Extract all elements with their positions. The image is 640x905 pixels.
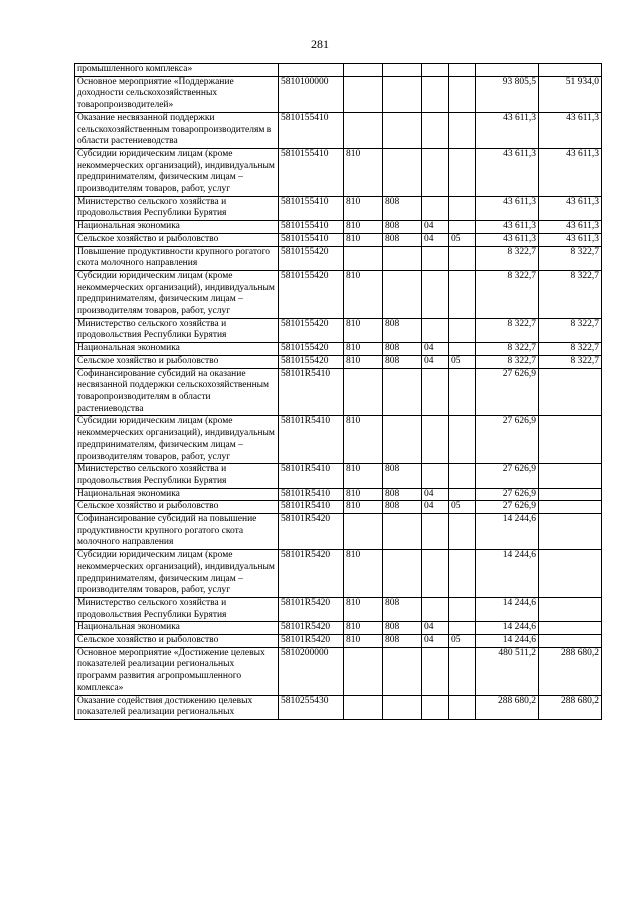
cell-ministry-code: 808 [383, 635, 422, 648]
cell-section [422, 112, 449, 148]
cell-name: Сельское хозяйство и рыболовство [75, 233, 279, 246]
cell-expense-type [344, 76, 383, 112]
cell-expense-type [344, 112, 383, 148]
cell-ministry-code [383, 514, 422, 550]
cell-name: Сельское хозяйство и рыболовство [75, 635, 279, 648]
cell-target-article: 5810155410 [279, 196, 344, 220]
cell-subsection [449, 597, 476, 621]
cell-sum-year-2 [539, 488, 602, 501]
table-row [75, 622, 602, 635]
cell-sum-year-1: 43 611,3 [476, 112, 539, 148]
cell-section [422, 368, 449, 416]
cell-sum-year-2: 43 611,3 [539, 148, 602, 196]
cell-section [422, 318, 449, 342]
table-row [75, 514, 602, 550]
cell-sum-year-1 [476, 64, 539, 77]
cell-name: Основное мероприятие «Достижение целевых показателей реализации региональных программ развития агропромышленного комплекса» [75, 647, 279, 695]
cell-expense-type: 810 [344, 635, 383, 648]
cell-sum-year-1: 27 626,9 [476, 464, 539, 488]
cell-sum-year-1: 43 611,3 [476, 221, 539, 234]
cell-sum-year-2 [539, 464, 602, 488]
cell-section [422, 695, 449, 719]
cell-ministry-code [383, 550, 422, 598]
cell-subsection [449, 343, 476, 356]
cell-ministry-code [383, 270, 422, 318]
cell-target-article: 58101R5420 [279, 622, 344, 635]
cell-sum-year-1: 43 611,3 [476, 233, 539, 246]
cell-section [422, 148, 449, 196]
cell-sum-year-2: 8 322,7 [539, 270, 602, 318]
cell-target-article: 58101R5420 [279, 635, 344, 648]
cell-expense-type [344, 368, 383, 416]
table-row [75, 355, 602, 368]
cell-target-article: 58101R5410 [279, 488, 344, 501]
cell-subsection [449, 221, 476, 234]
cell-name: Министерство сельского хозяйства и продовольствия Республики Бурятия [75, 318, 279, 342]
cell-expense-type: 810 [344, 233, 383, 246]
budget-table-body [75, 64, 602, 720]
cell-subsection [449, 196, 476, 220]
cell-sum-year-2 [539, 597, 602, 621]
cell-sum-year-1: 27 626,9 [476, 368, 539, 416]
cell-name: Министерство сельского хозяйства и продовольствия Республики Бурятия [75, 196, 279, 220]
cell-section: 04 [422, 622, 449, 635]
table-row [75, 64, 602, 77]
cell-sum-year-1: 8 322,7 [476, 318, 539, 342]
cell-expense-type: 810 [344, 597, 383, 621]
cell-section: 04 [422, 343, 449, 356]
cell-expense-type: 810 [344, 488, 383, 501]
cell-ministry-code: 808 [383, 622, 422, 635]
cell-expense-type: 810 [344, 270, 383, 318]
cell-section [422, 246, 449, 270]
cell-name: Министерство сельского хозяйства и продовольствия Республики Бурятия [75, 464, 279, 488]
table-row [75, 695, 602, 719]
cell-target-article: 58101R5410 [279, 368, 344, 416]
cell-expense-type: 810 [344, 501, 383, 514]
cell-target-article: 5810100000 [279, 76, 344, 112]
cell-section [422, 550, 449, 598]
cell-expense-type [344, 647, 383, 695]
table-row [75, 501, 602, 514]
cell-target-article: 58101R5420 [279, 514, 344, 550]
cell-sum-year-2 [539, 64, 602, 77]
cell-sum-year-2 [539, 635, 602, 648]
cell-ministry-code: 808 [383, 221, 422, 234]
cell-subsection [449, 368, 476, 416]
cell-sum-year-1: 14 244,6 [476, 622, 539, 635]
table-row [75, 343, 602, 356]
cell-subsection: 05 [449, 501, 476, 514]
cell-target-article: 5810155420 [279, 318, 344, 342]
table-row [75, 550, 602, 598]
table-row [75, 597, 602, 621]
cell-name: Софинансирование субсидий на повышение продуктивности крупного рогатого скота молочного направления [75, 514, 279, 550]
cell-subsection [449, 64, 476, 77]
cell-sum-year-1: 8 322,7 [476, 355, 539, 368]
cell-subsection: 05 [449, 233, 476, 246]
table-row [75, 112, 602, 148]
cell-target-article: 58101R5410 [279, 464, 344, 488]
cell-ministry-code: 808 [383, 196, 422, 220]
cell-subsection [449, 416, 476, 464]
cell-expense-type: 810 [344, 318, 383, 342]
cell-ministry-code [383, 246, 422, 270]
cell-sum-year-2 [539, 622, 602, 635]
cell-sum-year-1: 8 322,7 [476, 270, 539, 318]
cell-expense-type [344, 64, 383, 77]
cell-name: Национальная экономика [75, 221, 279, 234]
table-row [75, 416, 602, 464]
cell-section [422, 647, 449, 695]
cell-sum-year-1: 14 244,6 [476, 597, 539, 621]
cell-ministry-code: 808 [383, 355, 422, 368]
cell-name: Сельское хозяйство и рыболовство [75, 501, 279, 514]
cell-target-article: 5810155410 [279, 233, 344, 246]
cell-name: Национальная экономика [75, 343, 279, 356]
cell-sum-year-1: 27 626,9 [476, 416, 539, 464]
cell-subsection [449, 148, 476, 196]
table-row [75, 76, 602, 112]
cell-expense-type: 810 [344, 622, 383, 635]
cell-section [422, 416, 449, 464]
cell-name: Оказание содействия достижению целевых показателей реализации региональных [75, 695, 279, 719]
cell-subsection [449, 622, 476, 635]
cell-subsection [449, 318, 476, 342]
cell-sum-year-1: 14 244,6 [476, 514, 539, 550]
cell-sum-year-1: 27 626,9 [476, 501, 539, 514]
cell-sum-year-1: 43 611,3 [476, 196, 539, 220]
cell-target-article: 5810155410 [279, 148, 344, 196]
cell-subsection [449, 647, 476, 695]
cell-sum-year-2: 43 611,3 [539, 233, 602, 246]
table-row [75, 635, 602, 648]
cell-ministry-code [383, 76, 422, 112]
cell-section [422, 514, 449, 550]
cell-sum-year-2: 8 322,7 [539, 246, 602, 270]
cell-subsection [449, 246, 476, 270]
cell-target-article: 58101R5410 [279, 416, 344, 464]
cell-section: 04 [422, 635, 449, 648]
cell-sum-year-2: 8 322,7 [539, 343, 602, 356]
cell-ministry-code [383, 368, 422, 416]
table-row [75, 270, 602, 318]
cell-expense-type [344, 514, 383, 550]
cell-ministry-code: 808 [383, 597, 422, 621]
cell-name: Субсидии юридическим лицам (кроме некоммерческих организаций), индивидуальным предпринимателям, физическим лицам – производителям товаров, работ, услуг [75, 550, 279, 598]
cell-target-article: 5810155420 [279, 246, 344, 270]
cell-expense-type: 810 [344, 343, 383, 356]
cell-ministry-code [383, 112, 422, 148]
cell-name: Субсидии юридическим лицам (кроме некоммерческих организаций), индивидуальным предпринимателям, физическим лицам – производителям товаров, работ, услуг [75, 148, 279, 196]
cell-section [422, 270, 449, 318]
cell-ministry-code [383, 695, 422, 719]
cell-name: Сельское хозяйство и рыболовство [75, 355, 279, 368]
cell-target-article: 58101R5420 [279, 550, 344, 598]
cell-sum-year-2 [539, 501, 602, 514]
cell-section [422, 76, 449, 112]
cell-ministry-code: 808 [383, 488, 422, 501]
cell-expense-type: 810 [344, 550, 383, 598]
cell-expense-type: 810 [344, 355, 383, 368]
page-number: 281 [311, 37, 329, 51]
cell-target-article: 5810155420 [279, 343, 344, 356]
cell-name: промышленного комплекса» [75, 64, 279, 77]
cell-subsection [449, 695, 476, 719]
table-row [75, 488, 602, 501]
cell-sum-year-2 [539, 368, 602, 416]
cell-subsection [449, 270, 476, 318]
cell-subsection: 05 [449, 635, 476, 648]
cell-target-article: 5810155410 [279, 221, 344, 234]
cell-sum-year-2: 288 680,2 [539, 695, 602, 719]
cell-section [422, 464, 449, 488]
cell-target-article: 5810155420 [279, 355, 344, 368]
cell-section: 04 [422, 355, 449, 368]
cell-target-article [279, 64, 344, 77]
cell-expense-type [344, 695, 383, 719]
cell-subsection [449, 550, 476, 598]
cell-subsection [449, 112, 476, 148]
cell-name: Национальная экономика [75, 622, 279, 635]
table-row [75, 368, 602, 416]
cell-sum-year-2: 8 322,7 [539, 355, 602, 368]
cell-sum-year-1: 27 626,9 [476, 488, 539, 501]
cell-sum-year-1: 8 322,7 [476, 343, 539, 356]
cell-name: Субсидии юридическим лицам (кроме некоммерческих организаций), индивидуальным предпринимателям, физическим лицам – производителям товаров, работ, услуг [75, 270, 279, 318]
table-row [75, 196, 602, 220]
budget-table [74, 63, 602, 720]
cell-ministry-code [383, 64, 422, 77]
cell-target-article: 58101R5410 [279, 501, 344, 514]
cell-target-article: 5810200000 [279, 647, 344, 695]
cell-expense-type: 810 [344, 416, 383, 464]
cell-sum-year-2 [539, 514, 602, 550]
cell-subsection: 05 [449, 355, 476, 368]
cell-name: Повышение продуктивности крупного рогатого скота молочного направления [75, 246, 279, 270]
cell-expense-type: 810 [344, 148, 383, 196]
cell-name: Национальная экономика [75, 488, 279, 501]
cell-sum-year-2: 43 611,3 [539, 112, 602, 148]
cell-name: Основное мероприятие «Поддержание доходности сельскохозяйственных товаропроизводителей» [75, 76, 279, 112]
cell-subsection [449, 76, 476, 112]
table-row [75, 464, 602, 488]
cell-sum-year-1: 43 611,3 [476, 148, 539, 196]
cell-name: Оказание несвязанной поддержки сельскохозяйственным товаропроизводителям в области растениеводства [75, 112, 279, 148]
table-row [75, 318, 602, 342]
cell-expense-type [344, 246, 383, 270]
cell-sum-year-1: 480 511,2 [476, 647, 539, 695]
cell-ministry-code [383, 416, 422, 464]
cell-ministry-code [383, 647, 422, 695]
cell-ministry-code [383, 148, 422, 196]
cell-sum-year-2: 8 322,7 [539, 318, 602, 342]
table-row [75, 246, 602, 270]
cell-sum-year-2 [539, 416, 602, 464]
table-row [75, 233, 602, 246]
cell-subsection [449, 464, 476, 488]
cell-expense-type: 810 [344, 221, 383, 234]
cell-name: Субсидии юридическим лицам (кроме некоммерческих организаций), индивидуальным предпринимателям, физическим лицам – производителям товаров, работ, услуг [75, 416, 279, 464]
cell-target-article: 5810155410 [279, 112, 344, 148]
cell-ministry-code: 808 [383, 318, 422, 342]
cell-ministry-code: 808 [383, 233, 422, 246]
cell-sum-year-2: 43 611,3 [539, 196, 602, 220]
cell-section: 04 [422, 501, 449, 514]
cell-sum-year-1: 93 805,5 [476, 76, 539, 112]
cell-name: Софинансирование субсидий на оказание несвязанной поддержки сельскохозяйственным товаропроизводителям в области растениеводства [75, 368, 279, 416]
cell-sum-year-1: 8 322,7 [476, 246, 539, 270]
cell-section [422, 196, 449, 220]
cell-sum-year-1: 14 244,6 [476, 635, 539, 648]
table-row [75, 221, 602, 234]
cell-ministry-code: 808 [383, 464, 422, 488]
cell-sum-year-2: 43 611,3 [539, 221, 602, 234]
cell-target-article: 5810155420 [279, 270, 344, 318]
cell-section: 04 [422, 488, 449, 501]
cell-sum-year-2: 288 680,2 [539, 647, 602, 695]
cell-target-article: 58101R5420 [279, 597, 344, 621]
cell-name: Министерство сельского хозяйства и продовольствия Республики Бурятия [75, 597, 279, 621]
cell-expense-type: 810 [344, 464, 383, 488]
table-row [75, 148, 602, 196]
table-row [75, 647, 602, 695]
cell-target-article: 5810255430 [279, 695, 344, 719]
cell-ministry-code: 808 [383, 343, 422, 356]
cell-sum-year-2: 51 934,0 [539, 76, 602, 112]
cell-ministry-code: 808 [383, 501, 422, 514]
cell-expense-type: 810 [344, 196, 383, 220]
cell-section [422, 597, 449, 621]
cell-section: 04 [422, 233, 449, 246]
cell-subsection [449, 514, 476, 550]
cell-section [422, 64, 449, 77]
cell-sum-year-1: 14 244,6 [476, 550, 539, 598]
cell-subsection [449, 488, 476, 501]
cell-sum-year-2 [539, 550, 602, 598]
cell-section: 04 [422, 221, 449, 234]
cell-sum-year-1: 288 680,2 [476, 695, 539, 719]
